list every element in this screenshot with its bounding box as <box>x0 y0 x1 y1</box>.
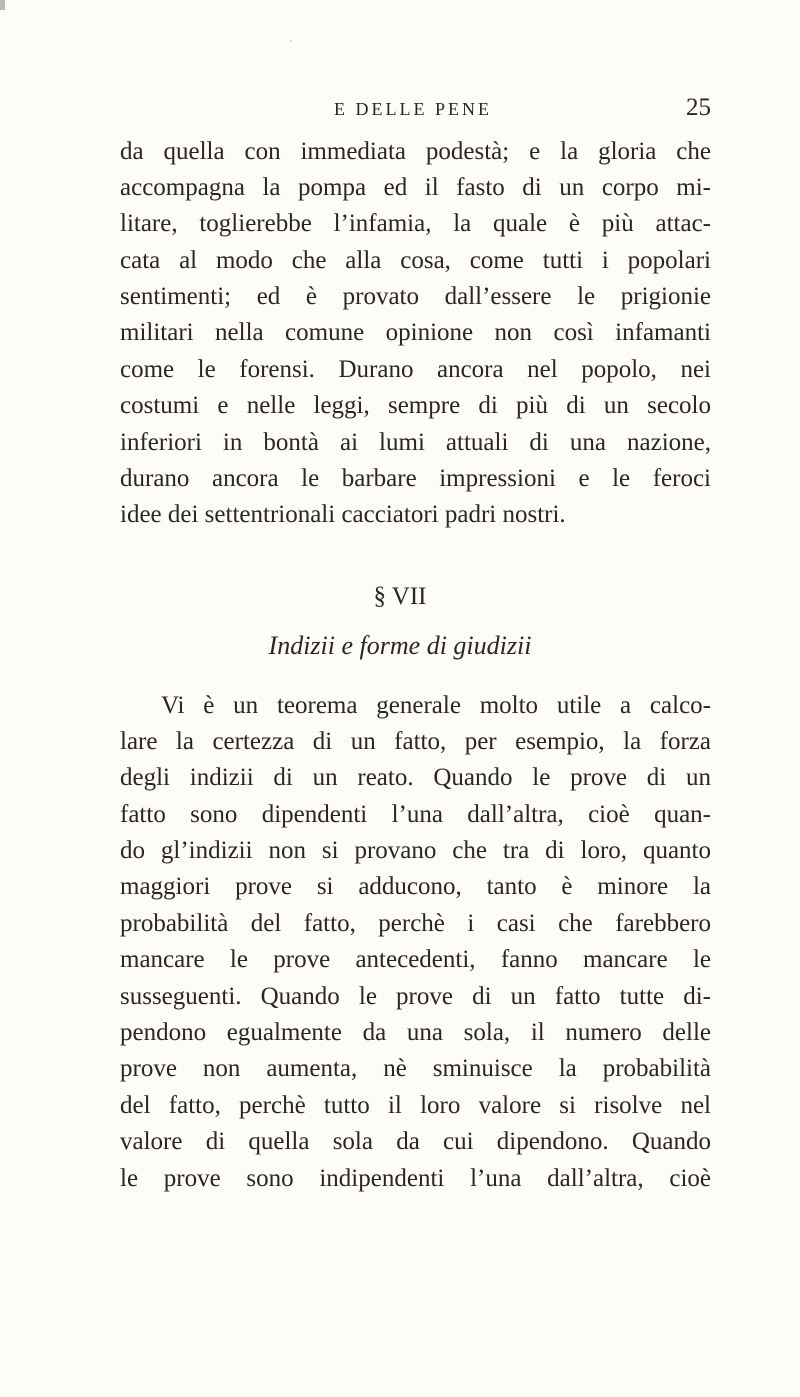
scan-edge-mark <box>0 0 5 10</box>
body-line-11: idee dei settentrionali cacciatori padri nostri. <box>120 501 566 528</box>
body-line-8: costumi e nelle leggi, sempre di più di un secolo <box>120 392 711 419</box>
body-line-10: durano ancora le barbare impressioni e le feroci <box>120 465 711 492</box>
section-line-12: del fatto, perchè tutto il loro valore si risolve nel <box>120 1092 711 1119</box>
section-line-8: mancare le prove antecedenti, fanno mancare le <box>120 946 711 973</box>
body-line-3: litare, toglierebbe l’infamia, la quale è più attac- <box>120 210 711 237</box>
section-line-14: le prove sono indipendenti l’una dall’altra, cioè <box>120 1165 711 1192</box>
section-line-3: degli indizii di un reato. Quando le prove di un <box>120 764 711 791</box>
body-line-4: cata al modo che alla cosa, come tutti i popolari <box>120 247 711 274</box>
body-line-1: da quella con immediata podestà; e la gloria che <box>120 138 711 165</box>
running-head: E DELLE PENE <box>334 99 492 119</box>
section-line-2: lare la certezza di un fatto, per esempio, la forza <box>120 728 711 755</box>
section-title: Indizii e forme di giudizii <box>268 631 532 660</box>
section-line-9: susseguenti. Quando le prove di un fatto tutte di- <box>120 983 711 1010</box>
section-line-6: maggiori prove si adducono, tanto è minore la <box>120 873 711 900</box>
section-line-1: Vi è un teorema generale molto utile a calco- <box>161 692 711 719</box>
page-number: 25 <box>686 94 711 121</box>
body-line-9: inferiori in bontà ai lumi attuali di una nazione, <box>120 429 711 456</box>
body-line-7: come le forensi. Durano ancora nel popolo, nei <box>120 356 711 383</box>
section-line-11: prove non aumenta, nè sminuisce la probabilità <box>120 1055 711 1082</box>
body-line-2: accompagna la pompa ed il fasto di un corpo mi- <box>120 174 711 201</box>
page-header <box>115 94 711 127</box>
section-line-4: fatto sono dipendenti l’una dall’altra, cioè quan- <box>120 801 711 828</box>
section-line-10: pendono egualmente da una sola, il numero delle <box>120 1019 711 1046</box>
section-line-13: valore di quella sola da cui dipendono. Quando <box>120 1128 711 1155</box>
paper-speck <box>290 40 292 42</box>
section-line-7: probabilità del fatto, perchè i casi che farebbero <box>120 910 711 937</box>
body-line-6: militari nella comune opinione non così infamanti <box>120 319 711 346</box>
body-line-5: sentimenti; ed è provato dall’essere le prigionie <box>120 283 711 310</box>
section-line-5: do gl’indizii non si provano che tra di loro, quanto <box>120 837 711 864</box>
section-number: § VII <box>373 583 427 610</box>
